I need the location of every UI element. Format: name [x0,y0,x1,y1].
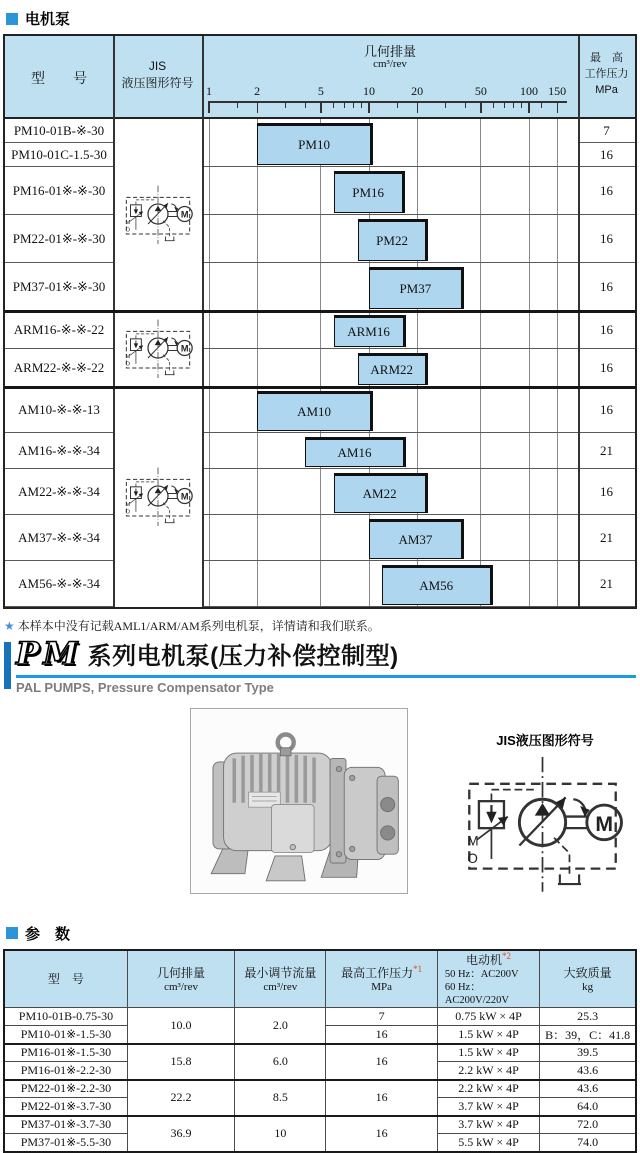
jis-header-label [113,58,202,92]
axis-tick-major [320,101,321,113]
displacement-bar: AM22 [334,473,428,513]
svg-text:M: M [180,343,189,354]
grid-line [557,263,558,310]
series-title [16,636,640,672]
axis-tick-major [480,101,481,113]
grid-line [529,469,530,514]
axis-tick-minor [333,102,334,108]
star-icon: ★ [4,619,15,633]
pressure-header-line2: 工作压力 [584,68,629,80]
grid-line [257,349,258,386]
column-separator [578,36,580,607]
model-header-label: 型 号 [31,69,87,86]
grid-line [320,349,321,386]
column-separator [202,36,204,607]
params-cell: 0.75 kW × 4P [437,1007,539,1025]
svg-text:M: M [125,502,131,509]
model-cell: PM37-01※-※-30 [5,263,113,311]
axis-tick-major [557,101,558,113]
jis-symbol [450,753,635,896]
params-cell: PM37-01※-5.5-30 [4,1134,127,1152]
svg-text:M: M [180,209,189,220]
params-row [4,1007,636,1025]
jis-header-line1: JIS [148,59,167,73]
svg-text:O: O [467,850,478,866]
grid-line [320,263,321,310]
displacement-bar: AM10 [257,391,373,431]
grid-line [529,561,530,606]
axis-tick-major [368,101,369,113]
model-cell: PM10-01B-※-30 [5,119,113,143]
params-cell: 43.6 [540,1062,636,1080]
grid-line [417,143,418,166]
params-cell: 10.0 [127,1007,234,1044]
jis-symbol [118,466,198,528]
series-title-text: 系列电机泵(压力补偿控制型) [87,643,399,670]
grid-line [529,349,530,386]
params-cell: PM10-01B-0.75-30 [4,1007,127,1025]
axis-label: 20 [411,84,424,98]
model-cell: AM10-※-※-13 [5,387,113,433]
params-cell: PM16-01※-2.2-30 [4,1062,127,1080]
params-header-cell: 最高工作压力$^{*1}$ MPa [326,950,437,1008]
section-marker-icon [6,13,18,25]
media-row [0,708,640,901]
params-cell: 3.7 kW × 4P [437,1116,539,1134]
jis-symbol [118,318,198,380]
grid-line [529,119,530,143]
pressure-cell: 16 [578,215,635,263]
grid-line [209,515,210,560]
pressure-cell: 16 [578,387,635,433]
axis-tick-minor [541,102,542,108]
params-row [4,1080,636,1098]
jis-symbol-cell [117,466,199,528]
section-marker-icon [6,927,18,939]
displacement-bar: PM10 [257,123,373,165]
grid-line [417,387,418,432]
params-cell: 72.0 [540,1116,636,1134]
model-cell: AM37-※-※-34 [5,515,113,561]
params-cell: 1.5 kW × 4P [437,1044,539,1062]
grid-line [529,167,530,214]
group-separator [5,310,635,313]
axis-tick-minor [344,102,345,108]
axis-tick-minor [285,102,286,108]
grid-line [209,349,210,386]
footnote [4,617,640,634]
grid-line [320,469,321,514]
params-cell: 2.2 kW × 4P [437,1062,539,1080]
grid-line [417,311,418,348]
params-cell: 15.8 [127,1044,234,1080]
grid-line [480,143,481,166]
pressure-cell: 21 [578,561,635,607]
jis-symbol-cell [117,184,199,246]
params-header-cell: 最小调节流量 cm³/rev [235,950,326,1008]
grid-line [557,311,558,348]
grid-line [557,167,558,214]
grid-line [209,387,210,432]
grid-line [557,215,558,262]
grid-line [257,263,258,310]
grid-line [557,561,558,606]
section-title-motor-pumps [6,8,640,29]
model-cell: PM10-01C-1.5-30 [5,143,113,167]
model-cell: ARM22-※-※-22 [5,349,113,387]
grid-line [257,469,258,514]
grid-line [209,311,210,348]
displacement-bar: ARM22 [358,353,428,385]
jis-diagram-block [450,708,640,901]
section-title-text: 参 数 [25,925,71,943]
grid-line [209,263,210,310]
axis-tick-minor [361,102,362,108]
svg-text:M: M [180,491,189,502]
grid-line [320,167,321,214]
params-cell: PM16-01※-1.5-30 [4,1044,127,1062]
axis-tick-major [528,101,529,113]
displacement-bar: ARM16 [334,315,406,347]
grid-line [529,215,530,262]
jis-diagram-title: JIS液压图形符号 [496,733,594,748]
series-header [0,636,640,695]
displacement-bar: PM16 [334,171,405,213]
params-cell: 2.0 [235,1007,326,1044]
pressure-cell: 16 [578,469,635,515]
grid-line [529,311,530,348]
model-cell: PM22-01※-※-30 [5,215,113,263]
series-subtitle: PAL PUMPS, Pressure Compensator Type [16,680,274,695]
grid-line [529,387,530,432]
grid-line [209,143,210,166]
params-cell: 3.7 kW × 4P [437,1098,539,1116]
pressure-cell: 21 [578,515,635,561]
axis-label: 100 [520,84,538,98]
axis-tick-major [417,101,418,113]
section-title-text: 电机泵 [25,11,71,28]
grid-line [480,469,481,514]
model-cell: AM22-※-※-34 [5,469,113,515]
grid-line [320,311,321,348]
params-header-cell: 几何排量 cm³/rev [127,950,234,1008]
grid-line [529,433,530,468]
svg-text:M: M [125,354,131,361]
grid-line [480,311,481,348]
axis-label: 2 [254,84,261,98]
footnote-marker: *1 [413,964,423,975]
params-cell: 2.2 kW × 4P [437,1080,539,1098]
pump-photo [190,708,408,894]
params-cell: B：39，C：41.8 [540,1025,636,1044]
grid-line [557,433,558,468]
axis-label: 50 [474,84,487,98]
axis-tick-minor [353,102,354,108]
grid-line [209,215,210,262]
grid-line [480,515,481,560]
grid-line [209,119,210,143]
grid-line [320,561,321,606]
model-cell: PM16-01※-※-30 [5,167,113,215]
params-cell: 10 [235,1116,326,1152]
jis-header-line2: 液压图形符号 [121,76,194,90]
params-cell: 25.3 [540,1007,636,1025]
params-cell: PM22-01※-3.7-30 [4,1098,127,1116]
axis-tick-minor [305,102,306,108]
displacement-bar: PM37 [369,267,464,309]
pressure-cell: 21 [578,433,635,469]
axis-tick-minor [237,102,238,108]
footnote-marker: *2 [501,950,511,961]
pump-photo-illustration [197,715,401,887]
params-cell: 39.5 [540,1044,636,1062]
axis-tick-minor [513,102,514,108]
grid-line [209,167,210,214]
grid-line [480,263,481,310]
grid-line [480,119,481,143]
grid-line [557,349,558,386]
grid-line [209,561,210,606]
params-cell: 16 [326,1044,437,1080]
params-cell: 6.0 [235,1044,326,1080]
grid-line [480,215,481,262]
axis-tick-minor [493,102,494,108]
displacement-bar: AM37 [369,519,464,559]
params-cell: 16 [326,1116,437,1152]
params-cell: 64.0 [540,1098,636,1116]
displacement-axis [202,36,578,119]
jis-symbol-cell [117,318,199,380]
params-cell: 22.2 [127,1080,234,1116]
pump-range-table [3,34,637,609]
axis-tick-major [257,101,258,113]
grid-line [557,387,558,432]
svg-text:O: O [125,509,131,516]
grid-line [557,469,558,514]
pressure-header-line1: 最 高 [590,52,623,64]
grid-line [320,215,321,262]
axis-label: 1 [206,84,212,98]
axis-tick-major [208,101,209,113]
grid-line [209,433,210,468]
displacement-unit: cm³/rev [373,58,407,70]
footnote-text: 本样本中没有记载AML1/ARM/AM系列电机泵，详情请和我们联系。 [17,619,380,633]
params-cell: 74.0 [540,1134,636,1152]
grid-line [417,433,418,468]
params-cell: 5.5 kW × 4P [437,1134,539,1152]
grid-line [480,349,481,386]
axis-label: 10 [363,84,375,98]
params-header-row [4,950,636,1008]
params-header-cell: 大致质量 kg [540,950,636,1008]
grid-line [480,387,481,432]
displacement-bar: AM56 [382,565,493,605]
grid-line [417,119,418,143]
params-table [3,949,637,1153]
params-cell: PM22-01※-2.2-30 [4,1080,127,1098]
axis-label: 150 [548,84,567,98]
grid-line [257,433,258,468]
params-cell: 43.6 [540,1080,636,1098]
svg-text:O: O [125,361,131,368]
pm-logo: PM [16,636,82,672]
accent-bar [4,642,11,689]
grid-line [417,167,418,214]
grid-line [209,469,210,514]
jis-symbol-diagram [450,753,640,901]
svg-text:M: M [467,833,479,849]
displacement-title: 几何排量 [363,44,416,59]
axis-label: 5 [317,84,324,98]
params-cell: 16 [326,1080,437,1116]
params-cell: 36.9 [127,1116,234,1152]
grid-line [257,561,258,606]
grid-line [480,167,481,214]
pressure-cell: 16 [578,311,635,349]
grid-line [529,515,530,560]
group-separator [5,386,635,389]
axis-tick-minor [521,102,522,108]
pressure-cell: 7 [578,119,635,143]
pressure-header-label [578,50,635,98]
model-cell: AM56-※-※-34 [5,561,113,607]
jis-symbol [118,184,198,246]
model-cell: AM16-※-※-34 [5,433,113,469]
grid-line [557,515,558,560]
section-title-params [6,923,640,944]
grid-line [557,119,558,143]
grid-line [257,167,258,214]
column-separator [113,36,115,607]
params-row [4,1044,636,1062]
params-cell: 1.5 kW × 4P [437,1025,539,1044]
pressure-cell: 16 [578,263,635,311]
grid-line [529,143,530,166]
grid-line [320,515,321,560]
grid-line [480,433,481,468]
pressure-header-line3: MPa [595,84,618,96]
pressure-cell: 16 [578,349,635,387]
params-cell: 8.5 [235,1080,326,1116]
params-cell: 16 [326,1025,437,1044]
model-cell: ARM16-※-※-22 [5,311,113,349]
displacement-bar: PM22 [358,219,429,261]
axis-tick-minor [397,102,398,108]
svg-text:M: M [125,220,131,227]
svg-text:M: M [595,813,613,837]
axis-tick-minor [445,102,446,108]
svg-text:O: O [125,227,131,234]
axis-tick-minor [504,102,505,108]
params-cell: PM37-01※-3.7-30 [4,1116,127,1134]
grid-line [369,561,370,606]
accent-rule [16,675,636,678]
axis-tick-minor [465,102,466,108]
grid-line [257,515,258,560]
displacement-bar: AM16 [305,437,405,467]
params-cell: PM10-01※-1.5-30 [4,1025,127,1044]
params-row [4,1116,636,1134]
grid-line [557,143,558,166]
grid-line [257,311,258,348]
pressure-cell: 16 [578,143,635,167]
grid-line [257,215,258,262]
params-header-cell: 电动机$^{*2}$ 50 Hz：AC200V 60 Hz：AC200V/220V [437,950,539,1008]
params-header-cell: 型 号 [4,950,127,1008]
grid-line [529,263,530,310]
pressure-cell: 16 [578,167,635,215]
params-cell: 7 [326,1007,437,1025]
